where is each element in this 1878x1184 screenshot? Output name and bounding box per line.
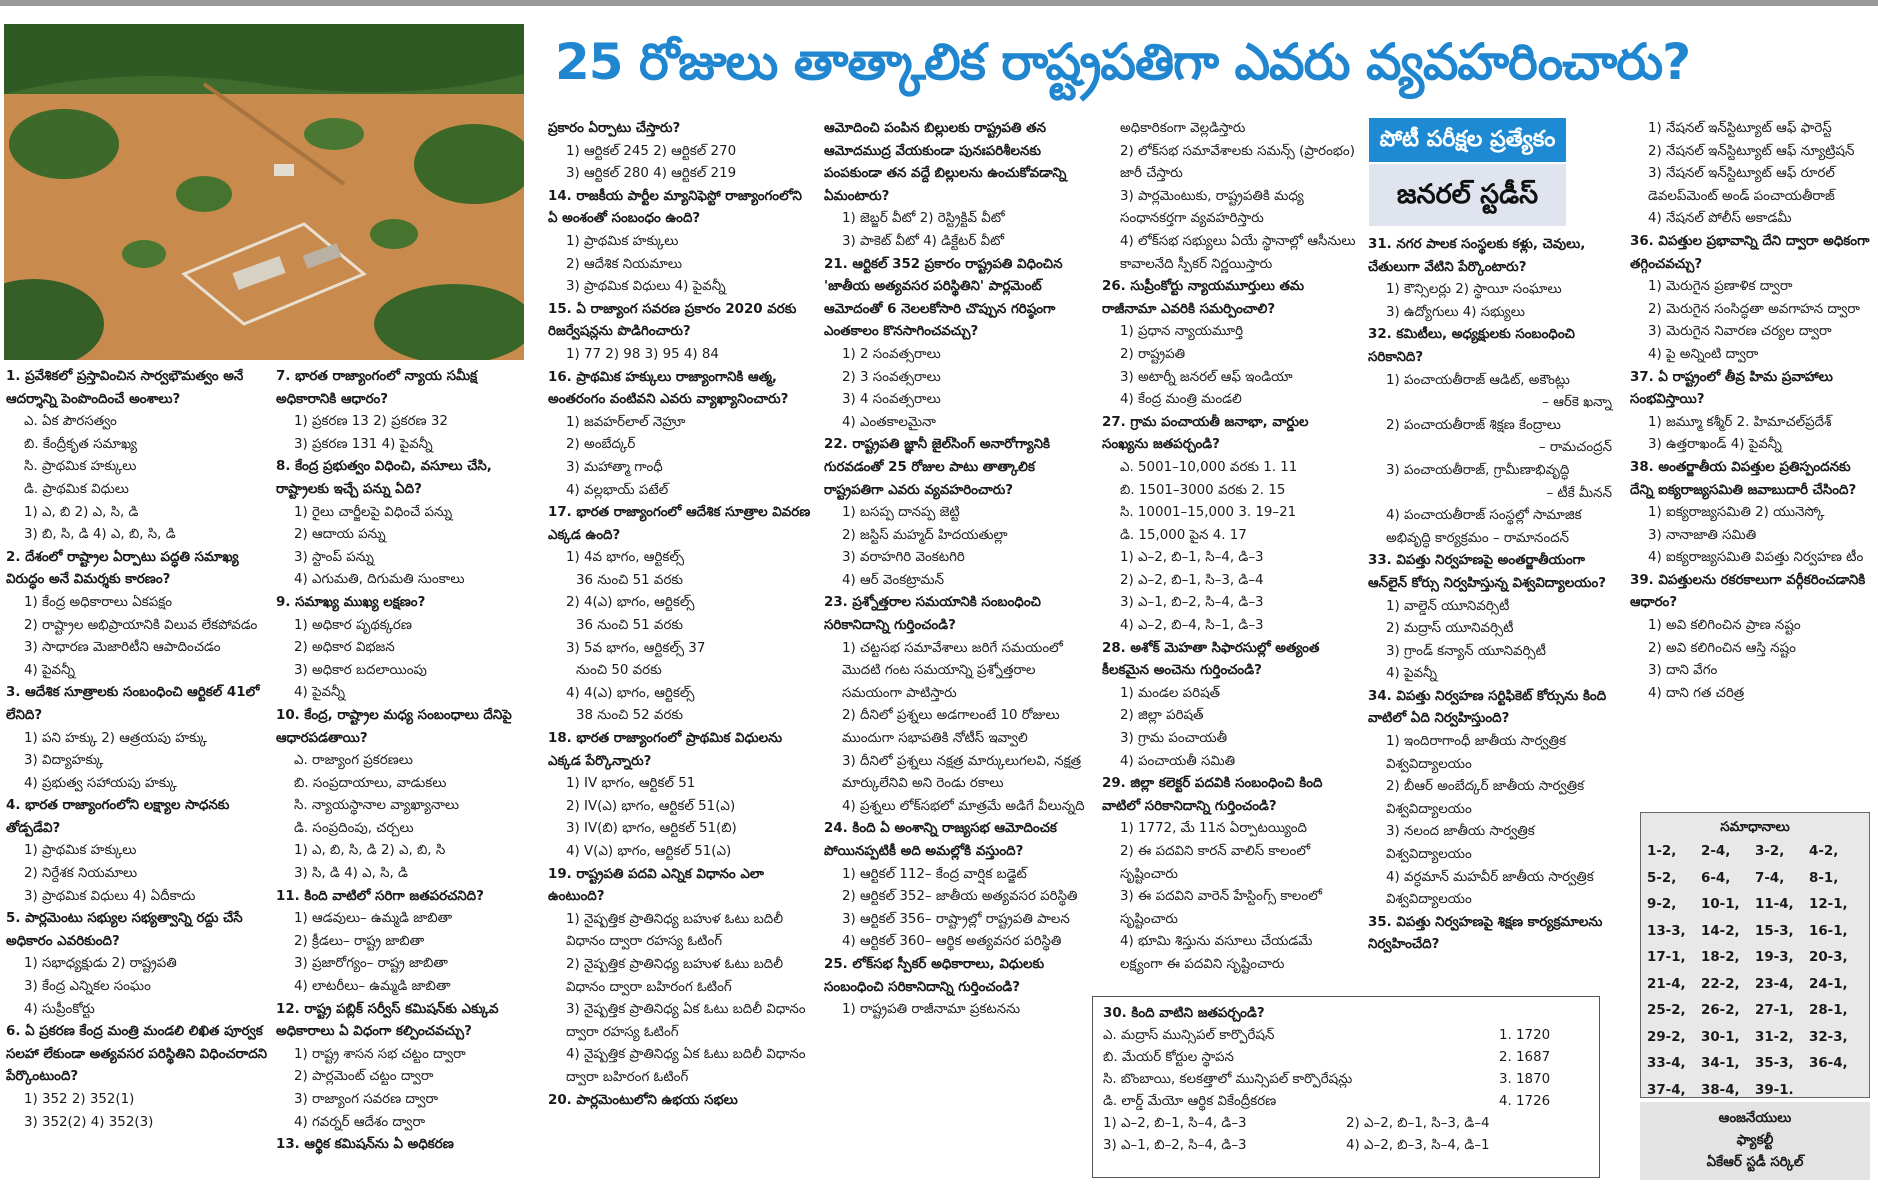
option-text: 4) పై అన్నింటి ద్వారా (1648, 346, 1759, 362)
option-text: 1) నైష్పత్తిక ప్రాతినిధ్య బహుళ ఓటు బదిలీ విధానం ద్వారా రహస్య ఓటింగ్ (566, 911, 784, 950)
option-text: 3) 352(2) 4) 352(3) (24, 1114, 154, 1130)
option-text: 3) ఉద్యోగులు 4) సభ్యులు (1386, 304, 1525, 320)
option-text: 4) పైవన్నీ (24, 662, 76, 678)
column-6 (1368, 234, 1618, 994)
option-text: 3) పాకెట్ వీటో 4) డిక్టేటర్ వీటో (842, 233, 1005, 249)
match-row (1103, 1091, 1589, 1113)
option-text: 2) IV(ఎ) భాగం, ఆర్టికల్ 51(ఎ) (566, 798, 736, 814)
question-text: 29. జిల్లా కలెక్టర్ పదవికి సంబంధించి కింది వాటిలో సరికానిదాన్ని గుర్తించండి? (1102, 776, 1323, 814)
banner-competitive-exams: పోటీ పరీక్షల ప్రత్యేకం (1369, 118, 1566, 162)
option-text: 1) కేంద్ర అధికారాలు ఏకపక్షం (24, 594, 173, 610)
option-text: 2) అంబేద్కర్ (566, 437, 636, 453)
option-text: 1) ప్రధాన న్యాయమూర్తి (1120, 324, 1244, 340)
option-text: 1) బసప్ప దానప్ప జెట్టి (842, 505, 960, 521)
answer-item: 23-4, (1755, 976, 1794, 992)
question-text: 39. విపత్తులను రకరకాలుగా వర్గీకరించడానికి ఆధారం? (1630, 572, 1866, 611)
option-text: 2) రాష్ట్రపతి (1120, 346, 1186, 362)
option-text: 36 నుంచి 51 వరకు (576, 618, 684, 634)
option-text: 4) పైవన్నీ (294, 685, 346, 701)
question-text: 3. ఆదేశిక సూత్రాలకు సంబంధించి ఆర్టికల్ 41లో లేనిది? (6, 685, 260, 723)
option-text: 4) ప్రశ్నలు లోక్‌సభలో మాత్రమే అడిగే వీలున్నది (842, 798, 1085, 814)
option-text: 4) లాటరీలు– ఉమ్మడి జాబితా (294, 979, 451, 995)
option-text: 1) వాల్డెన్ యూనివర్సిటీ (1386, 598, 1510, 614)
option-text: 2) అవి కలిగించిన ఆస్తి నష్టం (1648, 640, 1796, 656)
option-text: 1) ఆర్టికల్ 112– కేంద్ర వార్షిక బడ్జెట్ (842, 866, 1027, 882)
option-text: 2) దీనిలో ప్రశ్నలు అడగాలంటే 10 రోజులు ముందుగా సభాపతికి నోటీస్ ఇవ్వాలి (842, 708, 1060, 747)
option-text: 3) ఈ పదవిని వారెన్ హేస్టింగ్స్ కాలంలో సృష్టించారు (1120, 889, 1322, 927)
answer-item: 5-2, (1647, 870, 1677, 886)
question-30-box (1092, 996, 1600, 1178)
option-text: సి. 10001–15,000 3. 19–21 (1120, 505, 1297, 521)
answer-item: 32-3, (1809, 1029, 1848, 1045)
option-text: 1) జెబ్జర్ వీటో 2) రెస్ట్రిక్టివ్ వీటో (842, 211, 1005, 227)
option-text: 2) జస్టిస్ మహ్మద్ హిదయతుల్లా (842, 527, 1008, 543)
question-text: 36. విపత్తుల ప్రభావాన్ని దేని ద్వారా అధికంగా తగ్గించవచ్చు? (1630, 233, 1870, 272)
option-text: సి. న్యాయస్థానాల వ్యాఖ్యానాలు (294, 798, 459, 814)
answer-item: 39-1. (1755, 1082, 1794, 1098)
option-text: 4) పంచాయతీరాజ్ సంస్థల్లో సామాజిక అభివృద్ధి కార్యక్రమం – రామానందన్ (1386, 508, 1582, 546)
question-text: 14. రాజకీయ పార్టీల మ్యానిఫెస్టో రాజ్యాంగంలోని ఏ అంశంతో సంబంధం ఉంది? (548, 188, 802, 227)
option-text: సి. ప్రాథమిక హక్కులు (24, 459, 137, 475)
answer-item: 30-1, (1701, 1029, 1740, 1045)
option-text: 1) ఆడవులు– ఉమ్మడి జాబితా (294, 911, 453, 927)
option-text: 1) 4వ భాగం, ఆర్టికల్స్ (566, 550, 685, 566)
question-text: 35. విపత్తు నిర్వహణపై శిక్షణ కార్యక్రమాలను నిర్వహించేది? (1368, 914, 1603, 953)
author-name: ఆంజనేయులు (1718, 1111, 1792, 1126)
option-text: 2) రాష్ట్రాల అభిప్రాయానికి విలువ లేకపోవడం (24, 617, 258, 633)
headline: 25 రోజులు తాత్కాలిక రాష్ట్రపతిగా ఎవరు వ్యవహరించారు? (555, 33, 1691, 91)
option-text: 1) ఎ–2, బి–1, సి–4, డి–3 (1120, 550, 1264, 566)
option-text: 2) పార్లమెంట్ చట్టం ద్వారా (294, 1069, 434, 1085)
question-text: 27. గ్రామ పంచాయతీ జనాభా, వార్డుల సంఖ్యను జతపర్చండి? (1102, 414, 1309, 453)
question-text: 28. అశోక్ మెహతా సిఫారసుల్లో అత్యంత కీలకమైన అంచెను గుర్తించండి? (1102, 640, 1320, 679)
answer-item: 38-4, (1701, 1082, 1740, 1098)
answers-grid (1647, 839, 1863, 1104)
option-text: ఎ. 5001–10,000 వరకు 1. 11 (1120, 459, 1298, 475)
option-text: 1) ఇందిరాగాంధీ జాతీయ సార్వత్రిక విశ్వవిద్యాలయం (1386, 734, 1566, 772)
question-text: 25. లోక్‌సభ స్పీకర్ అధికారాలు, విధులకు సంబంధించి సరికానిదాన్ని గుర్తించండి? (824, 956, 1045, 995)
answer-item: 8-1, (1809, 870, 1839, 886)
option-text: 1) ఎ, బి 2) ఎ, సి, డి (24, 504, 139, 520)
question-text: 22. రాష్ట్రపతి జ్ఞానీ జైల్‌సింగ్ అనారోగ్యానికి గురవడంతో 25 రోజుల పాటు తాత్కాలిక రాష్ట్రపతిగా ఎవరు వ్యవహరించారు? (824, 437, 1050, 498)
answer-item: 13-3, (1647, 923, 1686, 939)
option-text: 4) 4(ఎ) భాగం, ఆర్టికల్స్ (566, 685, 695, 701)
column-7 (1630, 118, 1874, 808)
question-text: 10. కేంద్ర, రాష్ట్రాల మధ్య సంబంధాలు దేనిపై ఆధారపడతాయి? (276, 707, 512, 746)
option-text: 4) ప్రభుత్వ సహాయపు హక్కు (24, 775, 177, 791)
question-text: 9. సమాఖ్య ముఖ్య లక్షణం? (276, 594, 426, 610)
question-text: 8. కేంద్ర ప్రభుత్వం విధించి, వసూలు చేసి, రాష్ట్రాలకు ఇచ్చే పన్ను ఏది? (276, 459, 492, 497)
option-text: 3) 5వ భాగం, ఆర్టికల్స్ 37 (566, 640, 706, 656)
option-text: 3) ఎ–1, బి–2, సి–4, డి–3 (1103, 1138, 1247, 1153)
option-text: 1) మెరుగైన ప్రణాళిక ద్వారా (1648, 279, 1793, 295)
question-text: 37. ఏ రాష్ట్రంలో తీవ్ర హిమ ప్రవాహాలు సంభవిస్తాయి? (1630, 369, 1833, 408)
option-text: 1) కౌన్సిలర్లు 2) స్థాయీ సంఘాలు (1386, 282, 1562, 298)
option-text: 3) ప్రాథమిక విధులు 4) పైవన్నీ (566, 279, 726, 295)
question-text: 7. భారత రాజ్యాంగంలో న్యాయ సమీక్ష అధికారానికి ఆధారం? (276, 369, 478, 407)
option-text: 3) స్టాంప్ పన్ను (294, 549, 374, 565)
answer-item: 25-2, (1647, 1003, 1686, 1018)
option-text: 1) ప్రాథమిక హక్కులు (24, 843, 137, 859)
column-4 (824, 118, 1092, 1182)
question-30-title: 30. కింది వాటిని జతపర్చండి? (1103, 1006, 1265, 1021)
option-text: 4) గవర్నర్ ఆదేశం ద్వారా (294, 1114, 425, 1130)
option-text: 1) రైలు చార్జీలపై విధించే పన్ను (294, 504, 453, 520)
option-text: 1) ప్రాథమిక హక్కులు (566, 233, 679, 249)
option-text: – ఆర్‌కె ఖన్నా (1542, 395, 1612, 411)
option-text: 4) ఆర్టికల్ 360– ఆర్థిక అత్యవసర పరిస్థితి (842, 934, 1062, 950)
answer-item: 21-4, (1647, 976, 1686, 992)
answer-item: 31-2, (1755, 1029, 1794, 1045)
question-text: 34. విపత్తు నిర్వహణ సర్టిఫికెట్ కోర్సును కింది వాటిలో ఏది నిర్వహిస్తుంది? (1368, 688, 1607, 727)
option-text: 3) పార్లమెంటుకు, రాష్ట్రపతికి మధ్య సంధానకర్తగా వ్యవహరిస్తారు (1120, 188, 1304, 227)
option-text: 2) 3 సంవత్సరాలు (842, 369, 941, 385)
option-text: 3) మెరుగైన నివారణ చర్యల ద్వారా (1648, 324, 1832, 340)
option-text: 1) 352 2) 352(1) (24, 1092, 135, 1107)
option-text: 3) కేంద్ర ఎన్నికల సంఘం (24, 979, 151, 995)
option-text: 2) ఎ–2, బి–1, సి–3, డి–4 (1120, 572, 1264, 588)
match-left: సి. బొంబాయి, కలకత్తాలో మున్సిపల్ కార్పొరేషన్లు (1103, 1072, 1353, 1087)
option-text: 1) రాష్ట్రపతి రాజీనామా ప్రకటనను (842, 1002, 1021, 1018)
answer-item: 4-2, (1809, 844, 1839, 859)
answer-item: 37-4, (1647, 1082, 1686, 1098)
question-text: 12. రాష్ట్ర పబ్లిక్ సర్వీస్ కమిషన్‌కు ఎక్కువ అధికారాలు ఏ విధంగా కల్పించవచ్చు? (276, 1001, 499, 1040)
option-text: 3) IV(బి) భాగం, ఆర్టికల్ 51(బి) (566, 821, 737, 837)
option-text: 2) ఎ–2, బి–1, సి–3, డి–4 (1346, 1116, 1490, 1131)
option-text: 3) ప్రాథమిక విధులు 4) ఏదీకాదు (24, 888, 196, 904)
column-5 (1102, 118, 1358, 990)
option-text: 2) ఆర్టికల్ 352– జాతీయ అత్యవసర పరిస్థితి (842, 889, 1078, 905)
option-text: 38 నుంచి 52 వరకు (576, 708, 684, 724)
question-text: 20. పార్లమెంటులోని ఉభయ సభలు (548, 1092, 738, 1108)
option-text: 1) ఆర్టికల్ 245 2) ఆర్టికల్ 270 (566, 143, 737, 159)
option-text: 3) నలంద జాతీయ సార్వత్రిక విశ్వవిద్యాలయం (1386, 824, 1535, 863)
question-text: 26. సుప్రీంకోర్టు న్యాయమూర్తులు తమ రాజీనామా ఎవరికి సమర్పించాలి? (1102, 279, 1305, 317)
column-1 (6, 366, 268, 1182)
option-text: 1) జవహర్‌లాల్ నెహ్రూ (566, 414, 686, 430)
match-right: 2. 1687 (1499, 1050, 1551, 1065)
option-text: 3) ఉత్తరాఖండ్ 4) పైవన్నీ (1648, 437, 1782, 453)
match-left: డి. లార్డ్ మేయో ఆర్థిక వికేంద్రీకరణ (1103, 1094, 1277, 1109)
answer-item: 24-1, (1809, 976, 1848, 992)
answer-item: 34-1, (1701, 1056, 1740, 1071)
banner-general-studies: జనరల్ స్టడీస్ (1369, 164, 1566, 226)
answers-title: సమాధానాలు (1720, 820, 1790, 835)
option-text: 2) ఆదాయ పన్ను (294, 527, 386, 543)
option-text: 1) ప్రకరణ 13 2) ప్రకరణ 32 (294, 414, 448, 430)
option-text: 1) IV భాగం, ఆర్టికల్ 51 (566, 776, 696, 792)
question-text: 33. విపత్తు నిర్వహణపై అంతర్జాతీయంగా ఆన్‌లైన్ కోర్సు నిర్వహిస్తున్న విశ్వవిద్యాలయం? (1368, 553, 1607, 591)
option-row (1103, 1135, 1589, 1157)
option-text: 2) నేషనల్ ఇన్‌స్టిట్యూట్ ఆఫ్ న్యూట్రిషన్ (1648, 143, 1855, 159)
option-text: 1) ఎ–2, బి–1, సి–4, డి–3 (1103, 1116, 1247, 1131)
option-text: 4) ఎ–2, బి–4, సి–1, డి–3 (1120, 618, 1264, 634)
question-text: 15. ఏ రాజ్యాంగ సవరణ ప్రకారం 2020 వరకు రిజర్వేషన్లను పొడిగించారు? (548, 301, 797, 340)
option-text: 4) లోక్‌సభ సభ్యులు ఏయే స్థానాల్లో ఆసీనులు కావాలనేది స్పీకర్ నిర్ణయిస్తారు (1120, 233, 1356, 272)
option-text: 2) పంచాయతీరాజ్ శిక్షణ కేంద్రాలు (1386, 417, 1561, 433)
option-text: – టీకే మీనన్ (1546, 485, 1612, 501)
option-text: బి. సంప్రదాయాలు, వాడుకలు (294, 775, 447, 791)
option-text: 4) ఎ–2, బి–3, సి–4, డి–1 (1346, 1138, 1490, 1153)
option-text: 2) లోక్‌సభ సమావేశాలకు సమన్స్ (ప్రారంభం) జారీ చేస్తారు (1120, 143, 1355, 182)
option-text: డి. 15,000 పైన 4. 17 (1120, 527, 1247, 543)
option-text: 3) గ్రామ పంచాయతీ (1120, 731, 1228, 747)
option-text: 4) ఐక్యరాజ్యసమితి విపత్తు నిర్వహణ టీం (1648, 550, 1864, 566)
answer-item: 7-4, (1755, 870, 1785, 886)
answer-item: 27-1, (1755, 1003, 1794, 1018)
answer-item: 2-4, (1701, 844, 1731, 859)
option-text: 2) మెరుగైన సంసిద్ధతా అవగాహన ద్వారా (1648, 301, 1860, 317)
option-text: 4) పైవన్నీ (1386, 666, 1438, 682)
option-text: 4) సుప్రీంకోర్టు (24, 1001, 95, 1017)
answer-item: 22-2, (1701, 976, 1740, 992)
option-text: 4) ఎగుమతి, దిగుమతి సుంకాలు (294, 572, 465, 588)
top-rule (0, 0, 1878, 6)
option-text: డి. ప్రాథమిక విధులు (24, 481, 129, 497)
option-text: 3) వరాహగిరి వెంకటగిరి (842, 550, 965, 566)
option-text: 3) పంచాయతీరాజ్, గ్రామీణాభివృద్ధి (1386, 462, 1570, 478)
answer-item: 3-2, (1755, 844, 1785, 859)
option-text: 2) అధికార విభజన (294, 640, 395, 656)
option-text: 36 నుంచి 51 వరకు (576, 572, 684, 588)
option-text: 3) అధికార బదలాయింపు (294, 662, 427, 678)
answer-item: 15-3, (1755, 923, 1794, 939)
option-text: 4) వర్ధమాన్ మహవీర్ జాతీయ సార్వత్రిక విశ్వవిద్యాలయం (1386, 869, 1594, 908)
option-text: 4) ఆర్ వెంకట్రామన్ (842, 572, 944, 588)
answer-item: 18-2, (1701, 950, 1740, 965)
match-left: బి. మేయర్ కోర్టుల స్థాపన (1103, 1050, 1234, 1065)
option-text: 1) అవి కలిగించిన ప్రాణ నష్టం (1648, 618, 1801, 634)
option-text: 1) నేషనల్ ఇన్‌స్టిట్యూట్ ఆఫ్ ఫారెస్ట్ (1648, 121, 1832, 136)
question-text: 31. నగర పాలక సంస్థలకు కళ్లు, చెవులు, చేతులుగా వేటిని పేర్కొంటారు? (1368, 237, 1586, 275)
option-text: ఎ. రాజ్యాంగ ప్రకరణలు (294, 753, 413, 769)
option-text: 4) నైష్పత్తిక ప్రాతినిధ్య ఏక ఓటు బదిలీ విధానం ద్వారా బహిరంగ ఓటింగ్ (566, 1047, 806, 1085)
option-text: 3) నైష్పత్తిక ప్రాతినిధ్య ఏక ఓటు బదిలీ విధానం ద్వారా రహస్య ఓటింగ్ (566, 1002, 806, 1040)
option-text: 3) రాజ్యాంగ సవరణ ద్వారా (294, 1092, 439, 1107)
question-text: 2. దేశంలో రాష్ట్రాల ఏర్పాటు పద్ధతి సమాఖ్య విరుద్ధం అనే విమర్శకు కారణం? (6, 549, 239, 588)
answer-item: 14-2, (1701, 923, 1740, 939)
option-text: 3) నానాజాతి సమితి (1648, 527, 1757, 543)
question-text: 21. ఆర్టికల్ 352 ప్రకారం రాష్ట్రపతి విధించిన 'జాతీయ అత్యవసర పరిస్థితిని' పార్లమెంట్ ఆమోదంతో 6 నెలలకోసారి చొప్పున గరిష్ఠంగా ఎంతకాలం కొనసాగించవచ్చు? (824, 256, 1063, 340)
question-text: 5. పార్లమెంటు సభ్యుల సభ్యత్వాన్ని రద్దు చేసే అధికారం ఎవరికుంది? (6, 911, 243, 949)
answers-box (1640, 812, 1870, 1098)
option-text: 2) జిల్లా పరిషత్ (1120, 708, 1204, 724)
answer-item: 28-1, (1809, 1003, 1848, 1018)
option-text: 2) మద్రాస్ యూనివర్సిటీ (1386, 621, 1514, 637)
answer-item: 35-3, (1755, 1056, 1794, 1071)
answer-item: 19-3, (1755, 950, 1794, 965)
match-right: 4. 1726 (1499, 1094, 1551, 1109)
match-row (1103, 1069, 1589, 1091)
option-text: – రామచంద్రన్ (1538, 440, 1612, 456)
option-text: 1) సభాధ్యక్షుడు 2) రాష్ట్రపతి (24, 956, 177, 972)
author-org: ఏకేఆర్ స్టడీ సర్కిల్ (1706, 1155, 1804, 1170)
option-text: 3) ప్రజారోగ్యం– రాష్ట్ర జాబితా (294, 956, 448, 972)
flood-image (4, 24, 524, 360)
answer-item: 10-1, (1701, 897, 1740, 912)
option-text: 1) ఐక్యరాజ్యసమితి 2) యునెస్కో (1648, 505, 1825, 521)
match-row (1103, 1047, 1589, 1069)
option-text: 3) ఆర్టికల్ 356– రాష్ట్రాల్లో రాష్ట్రపతి పాలన (842, 911, 1070, 927)
option-text: 1) చట్టసభ సమావేశాలు జరిగే సమయంలో మొదటి గంట సమయాన్ని ప్రశ్నోత్తరాల సమయంగా పాటిస్తారు (842, 640, 1063, 701)
question-30-rows (1103, 1025, 1589, 1157)
answer-item: 11-4, (1755, 897, 1794, 912)
answer-item: 36-4, (1809, 1056, 1848, 1071)
option-text: ఎ. ఏక పౌరసత్వం (24, 414, 117, 430)
option-text: 2) క్రీడలు– రాష్ట్ర జాబితా (294, 933, 425, 949)
option-text: 2) నైష్పత్తిక ప్రాతినిధ్య బహుళ ఓటు బదిలీ విధానం ద్వారా బహిరంగ ఓటింగ్ (566, 956, 784, 995)
author-credit (1640, 1102, 1870, 1180)
option-text: 4) ఎంతకాలమైనా (842, 414, 936, 430)
flood-photo (4, 24, 524, 360)
option-text: 3) బి, సి, డి 4) ఎ, బి, సి, డి (24, 527, 176, 543)
option-text: 2) 4(ఎ) భాగం, ఆర్టికల్స్ (566, 595, 695, 611)
option-text: 3) నేషనల్ ఇన్‌స్టిట్యూట్ ఆఫ్ రూరల్ డెవలప్‌మెంట్ అండ్ పంచాయతీరాజ్ (1648, 166, 1835, 204)
question-text: 6. ఏ ప్రకరణ కేంద్ర మంత్రి మండలి లిఖిత పూర్వక సలహా లేకుండా అత్యవసర పరిస్థితిని విధించరాదని పేర్కొంటుంది? (6, 1024, 268, 1085)
option-text: 2) నిర్దేశక నియమాలు (24, 866, 138, 882)
question-text: 18. భారత రాజ్యాంగంలో ప్రాథమిక విధులను ఎక్కడ పేర్కొన్నారు? (548, 731, 783, 769)
option-text: 4) దాని గత చరిత్ర (1648, 685, 1745, 701)
match-left: ఎ. మద్రాస్ మున్సిపల్ కార్పొరేషన్ (1103, 1028, 1275, 1043)
answer-item: 33-4, (1647, 1056, 1686, 1071)
option-text: 3) దాని వేగం (1648, 663, 1718, 679)
option-text: 4) కేంద్ర మంత్రి మండలి (1120, 392, 1242, 408)
option-text: 3) సి, డి 4) ఎ, సి, డి (294, 866, 408, 882)
option-text: 1) 2 సంవత్సరాలు (842, 346, 941, 362)
option-text: 1) ఎ, బి, సి, డి 2) ఎ, బి, సి (294, 843, 446, 859)
answer-item: 6-4, (1701, 870, 1731, 886)
option-text: 3) దీనిలో ప్రశ్నలు నక్షత్ర మార్కులుగలవి, నక్షత్ర మార్కులేనివి అని రెండు రకాలు (842, 753, 1082, 792)
option-text: డి. సంప్రదింపు, చర్చలు (294, 820, 414, 836)
option-text: 2) ఆదేశిక నియమాలు (566, 256, 682, 272)
option-text: నుంచి 50 వరకు (576, 663, 662, 679)
option-text: 3) మహాత్మా గాంధీ (566, 459, 663, 475)
question-text: 16. ప్రాథమిక హక్కులు రాజ్యాంగానికి ఆత్మ, అంతరంగం వంటివని ఎవరు వ్యాఖ్యానించారు? (548, 369, 789, 408)
question-text: 1. ప్రవేశికలో ప్రస్తావించిన సార్వభౌమత్వం అనే ఆదర్శాన్ని పెంపొందించే అంశాలు? (6, 369, 244, 407)
option-text: 4) పంచాయతీ సమితి (1120, 753, 1236, 769)
answer-item: 9-2, (1647, 897, 1677, 912)
option-text: 4) భూమి శిస్తును వసూలు చేయడమే లక్ష్యంగా ఈ పదవిని సృష్టించారు (1120, 934, 1313, 972)
question-text: ఆమోదించి పంపిన బిల్లులకు రాష్ట్రపతి తన ఆమోదముద్ర వేయకుండా పునఃపరిశీలనకు పంపకుండా తన వద్దే బిల్లులను ఉంచుకోవడాన్ని ఏమంటారు? (824, 121, 1067, 204)
option-text: 2) బీఆర్ అంబేద్కర్ జాతీయ సార్వత్రిక విశ్వవిద్యాలయం (1386, 779, 1585, 817)
option-text: 1) 77 2) 98 3) 95 4) 84 (566, 346, 719, 362)
answer-item: 20-3, (1809, 950, 1848, 965)
option-text: 1) మండల పరిషత్ (1120, 685, 1221, 701)
option-text: బి. కేంద్రీకృత సమాఖ్య (24, 436, 138, 452)
answer-item: 1-2, (1647, 844, 1677, 859)
option-text: 3) సాధారణ మెజారిటీని ఆపాదించడం (24, 640, 221, 656)
option-text: 3) ఆర్టికల్ 280 4) ఆర్టికల్ 219 (566, 166, 737, 182)
option-text: 4) V(ఎ) భాగం, ఆర్టికల్ 51(ఎ) (566, 844, 732, 859)
option-text: 4) వల్లభాయ్ పటేల్ (566, 482, 669, 498)
answer-item: 26-2, (1701, 1003, 1740, 1018)
option-text: 1) 1772, మే 11న ఏర్పాటయ్యింది (1120, 821, 1307, 837)
question-text: 13. ఆర్థిక కమిషన్‌ను ఏ అధికరణ (276, 1137, 454, 1153)
question-text: 19. రాష్ట్రపతి పదవి ఎన్నిక విధానం ఎలా ఉంటుంది? (548, 866, 764, 905)
answer-item: 16-1, (1809, 923, 1848, 939)
question-text: 17. భారత రాజ్యాంగంలో ఆదేశిక సూత్రాల వివరణ ఎక్కడ ఉంది? (548, 505, 811, 543)
answer-item: 29-2, (1647, 1029, 1686, 1045)
question-text: 32. కమిటీలు, అధ్యక్షులకు సంబంధించి సరికానిది? (1368, 327, 1575, 365)
question-text: ప్రకారం ఏర్పాటు చేస్తారు? (548, 121, 681, 136)
option-text: 2) ఈ పదవిని కారన్ వాలిస్ కాలంలో సృష్టించారు (1120, 844, 1311, 882)
answer-item: 12-1, (1809, 897, 1848, 912)
option-text: 1) అధికార పృథక్కరణ (294, 617, 412, 633)
option-text: 3) 4 సంవత్సరాలు (842, 392, 941, 408)
question-text: 38. అంతర్జాతీయ విపత్తుల ప్రతిస్పందనకు దేన్ని ఐక్యరాజ్యసమితి జవాబుదారీ చేసింది? (1630, 459, 1857, 498)
question-text: 24. కింది ఏ అంశాన్ని రాజ్యసభ ఆమోదించక పోయినప్పటికీ అది అమల్లోకి వస్తుంది? (824, 821, 1057, 859)
option-text: 3) ఎ–1, బి–2, సి–4, డి–3 (1120, 595, 1264, 611)
question-text: 23. ప్రశ్నోత్తరాల సమయానికి సంబంధించి సరికానిదాన్ని గుర్తించండి? (824, 595, 1041, 634)
answer-item: 17-1, (1647, 950, 1686, 965)
option-text: 1) పని హక్కు 2) ఆత్రయపు హక్కు (24, 730, 208, 746)
option-text: 3) గ్రాండ్ కన్యాన్ యూనివర్సిటీ (1386, 643, 1546, 659)
match-row (1103, 1025, 1589, 1047)
column-3 (548, 118, 816, 1182)
option-text: 4) నేషనల్ పోలీస్ అకాడమీ (1648, 211, 1792, 227)
option-text: బి. 1501–3000 వరకు 2. 15 (1120, 482, 1286, 498)
option-row (1103, 1113, 1589, 1135)
question-text: 11. కింది వాటిలో సరిగా జతపరచనిది? (276, 888, 484, 904)
option-text: 1) రాష్ట్ర శాసన సభ చట్టం ద్వారా (294, 1046, 466, 1062)
option-text: 3) విద్యాహక్కు (24, 753, 104, 769)
column-2 (276, 366, 538, 1182)
option-text: 3) ప్రకరణ 131 4) పైవన్నీ (294, 436, 433, 452)
option-text: 1) జమ్మూ కశ్మీర్ 2. హిమాచల్‌ప్రదేశ్ (1648, 414, 1832, 430)
option-text: 3) అటార్నీ జనరల్ ఆఫ్ ఇండియా (1120, 369, 1293, 385)
question-text: 4. భారత రాజ్యాంగంలోని లక్ష్యాల సాధనకు తోడ్పడేవి? (6, 798, 230, 836)
match-right: 1. 1720 (1499, 1028, 1551, 1043)
option-text: 1) పంచాయతీరాజ్ ఆడిట్, అకౌంట్లు (1386, 372, 1570, 388)
match-right: 3. 1870 (1499, 1072, 1551, 1087)
option-text: అధికారికంగా వెల్లడిస్తారు (1120, 121, 1246, 136)
author-role: ఫ్యాకల్టీ (1736, 1133, 1774, 1148)
